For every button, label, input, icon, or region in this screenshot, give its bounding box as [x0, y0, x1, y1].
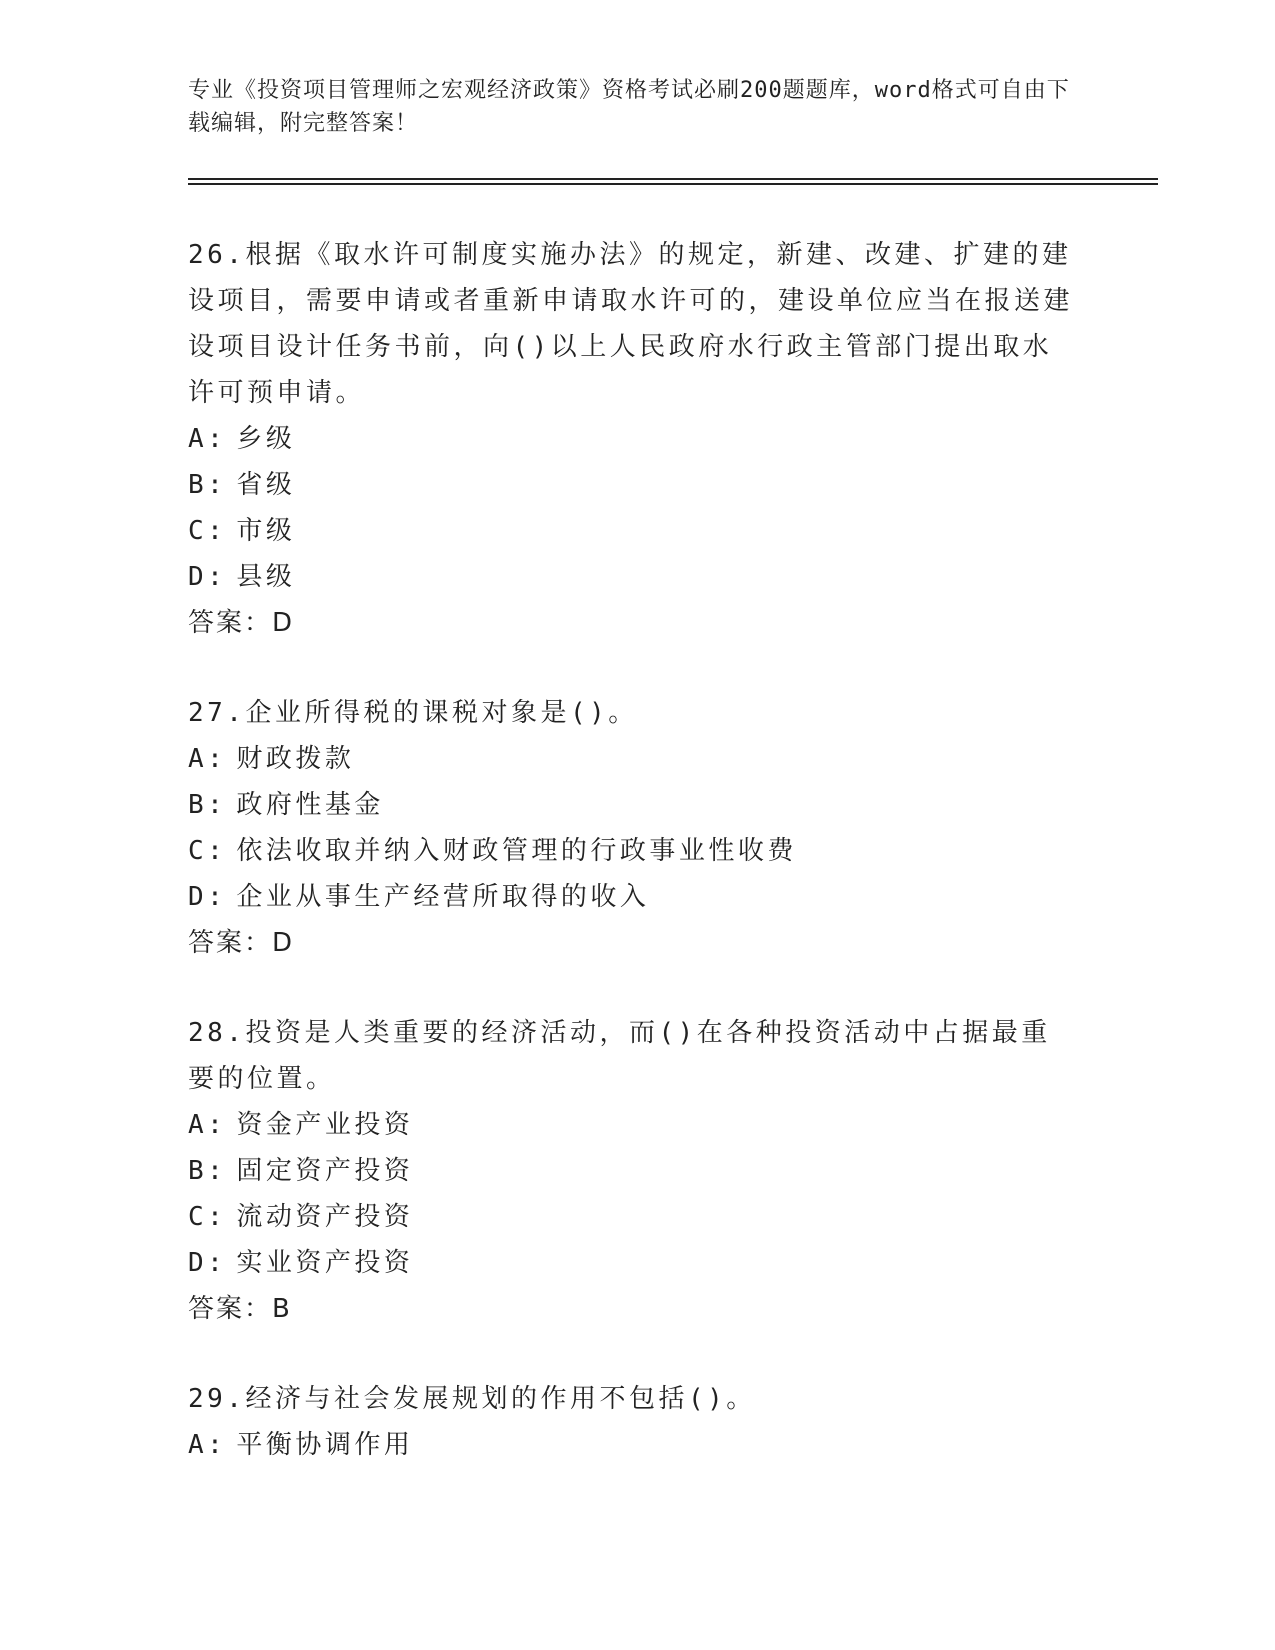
option-text: 流动资产投资 — [236, 1202, 414, 1232]
option-b — [188, 782, 1088, 828]
question-stem: 28.投资是人类重要的经济活动，而()在各种投资活动中占据最重要的位置。 — [188, 1018, 1051, 1094]
option-d — [188, 1240, 1088, 1286]
option-text: 省级 — [236, 470, 296, 500]
question-stem: 29.经济与社会发展规划的作用不包括()。 — [188, 1384, 756, 1414]
option-letter: D: — [188, 882, 227, 912]
question-list — [188, 232, 1088, 1512]
header-divider-line — [188, 178, 1158, 180]
option-text: 市级 — [236, 516, 296, 546]
answer-line: 答案：B — [188, 1294, 292, 1324]
option-letter: A: — [188, 1430, 227, 1460]
option-letter: B: — [188, 1156, 227, 1186]
option-c — [188, 828, 1088, 874]
option-text: 财政拨款 — [236, 744, 355, 774]
answer-line: 答案：D — [188, 608, 295, 638]
option-letter: B: — [188, 470, 227, 500]
option-a — [188, 1422, 1088, 1468]
question-27 — [188, 690, 1088, 966]
option-text: 县级 — [236, 562, 296, 592]
option-letter: A: — [188, 424, 227, 454]
option-letter: A: — [188, 744, 227, 774]
option-a — [188, 736, 1088, 782]
option-letter: C: — [188, 1202, 227, 1232]
option-d — [188, 874, 1088, 920]
answer-line: 答案：D — [188, 928, 295, 958]
option-letter: C: — [188, 516, 227, 546]
question-26 — [188, 232, 1088, 646]
question-29 — [188, 1376, 1088, 1468]
option-b — [188, 462, 1088, 508]
header-divider-line — [188, 183, 1158, 185]
option-letter: A: — [188, 1110, 227, 1140]
question-28 — [188, 1010, 1088, 1332]
option-letter: C: — [188, 836, 227, 866]
document-header: 专业《投资项目管理师之宏观经济政策》资格考试必刷200题题库，word格式可自由下载编辑，附完整答案！ — [188, 78, 1070, 136]
option-letter: D: — [188, 562, 227, 592]
option-text: 资金产业投资 — [236, 1110, 414, 1140]
option-d — [188, 554, 1088, 600]
option-letter: B: — [188, 790, 227, 820]
option-text: 依法收取并纳入财政管理的行政事业性收费 — [236, 836, 797, 866]
option-text: 政府性基金 — [236, 790, 384, 820]
option-a — [188, 416, 1088, 462]
question-stem: 27.企业所得税的课税对象是()。 — [188, 698, 638, 728]
option-text: 平衡协调作用 — [236, 1430, 414, 1460]
option-b — [188, 1148, 1088, 1194]
question-stem: 26.根据《取水许可制度实施办法》的规定，新建、改建、扩建的建设项目，需要申请或者重新申请取水许可的，建设单位应当在报送建设项目设计任务书前，向()以上人民政府水行政主管部门提出取水许可预申请。 — [188, 240, 1074, 408]
option-text: 乡级 — [236, 424, 296, 454]
option-c — [188, 1194, 1088, 1240]
option-a — [188, 1102, 1088, 1148]
option-c — [188, 508, 1088, 554]
option-letter: D: — [188, 1248, 227, 1278]
option-text: 固定资产投资 — [236, 1156, 414, 1186]
option-text: 企业从事生产经营所取得的收入 — [236, 882, 650, 912]
option-text: 实业资产投资 — [236, 1248, 414, 1278]
